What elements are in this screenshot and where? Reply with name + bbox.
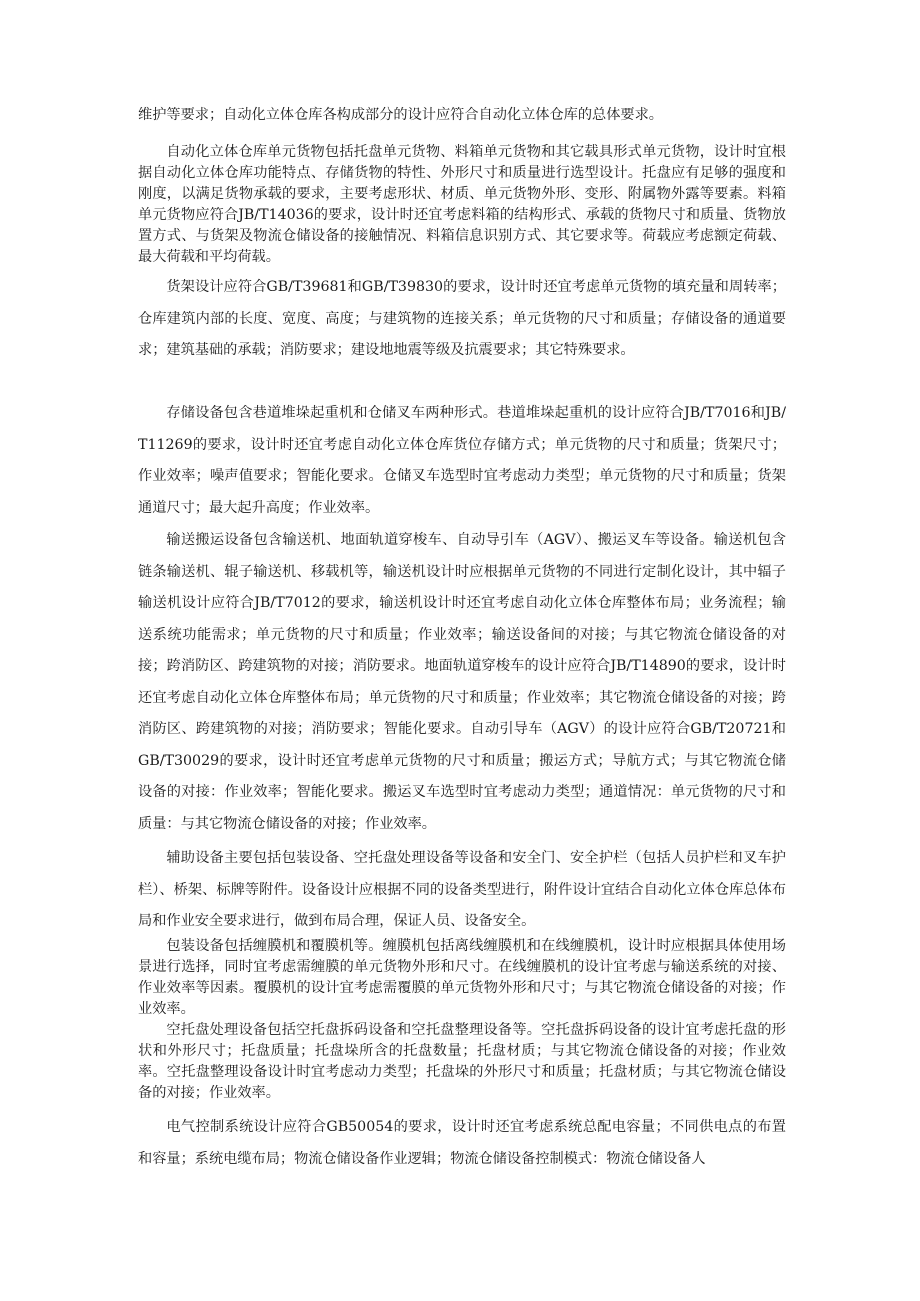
paragraph-conveying-equipment: 输送搬运设备包含输送机、地面轨道穿梭车、自动导引车（AGV）、搬运叉车等设备。输送机包含链条输送机、辊子输送机、移载机等，输送机设计时应根据单元货物的不同进行定制化设计，其中辐子输送机设计应符合JB/T7012的要求，输送机设计时还宜考虑自动化立体仓库整体布局；业务流程；输送系统功能需求；单元货物的尺寸和质量；作业效率；输送设备间的对接；与其它物流仓储设备的对接；跨消防区、跨建筑物的对接；消防要求。地面轨道穿梭车的设计应符合JB/T14890的要求，设计时还宜考虑自动化立体仓库整体布局；单元货物的尺寸和质量；作业效率；其它物流仓储设备的对接；跨消防区、跨建筑物的对接；消防要求；智能化要求。自动引导车（AGV）的设计应符合GB/T20721和GB/T30029的要求，设计时还宜考虑单元货物的尺寸和质量；搬运方式；导航方式；与其它物流仓储设备的对接：作业效率；智能化要求。搬运叉车选型时宜考虑动力类型；通道情况：单元货物的尺寸和质量：与其它物流仓储设备的对接；作业效率。: [138, 532, 786, 832]
paragraph-continuation: 维护等要求；自动化立体仓库各构成部分的设计应符合自动化立体仓库的总体要求。: [138, 107, 663, 123]
paragraph-auxiliary-equipment: 辅助设备主要包括包装设备、空托盘处理设备等设备和安全门、安全护栏（包括人员护栏和叉车护栏）、桥架、标牌等附件。设备设计应根据不同的设备类型进行，附件设计宜结合自动化立体仓库总体布局和作业安全要求进行，做到布局合理，保证人员、设备安全。: [138, 850, 786, 929]
paragraph-unit-goods: 自动化立体仓库单元货物包括托盘单元货物、料箱单元货物和其它载具形式单元货物，设计时宜根据自动化立体仓库功能特点、存储货物的特性、外形尺寸和质量进行选型设计。托盘应有足够的强度和刚度，以满足货物承载的要求，主要考虑形状、材质、单元货物外形、变形、附属物外露等要素。料箱单元货物应符合JB/T14036的要求，设计时还宜考虑料箱的结构形式、承载的货物尺寸和质量、货物放置方式、与货架及物流仓储设备的接触情况、料箱信息识别方式、其它要求等。荷载应考虑额定荷载、最大荷载和平均荷载。: [138, 144, 786, 265]
paragraph-empty-pallet: 空托盘处理设备包括空托盘拆码设备和空托盘整理设备等。空托盘拆码设备的设计宜考虑托盘的形状和外形尺寸；托盘质量；托盘垛所含的托盘数量；托盘材质；与其它物流仓储设备的对接；作业效率。空托盘整理设备设计时宜考虑动力类型；托盘垛的外形尺寸和质量；托盘材质；与其它物流仓储设备的对接；作业效率。: [138, 1022, 786, 1101]
paragraph-rack-design: 货架设计应符合GB/T39681和GB/T39830的要求，设计时还宜考虑单元货物的填充量和周转率；仓库建筑内部的长度、宽度、高度；与建筑物的连接关系；单元货物的尺寸和质量；存储设备的通道要求；建筑基础的承载；消防要求；建设地地震等级及抗震要求；其它特殊要求。: [138, 279, 786, 358]
paragraph-storage-equipment: 存储设备包含巷道堆垛起重机和仓储叉车两种形式。巷道堆垛起重机的设计应符合JB/T7016和JB/T11269的要求，设计时还宜考虑自动化立体仓库货位存储方式；单元货物的尺寸和质量；货架尺寸；作业效率；噪声值要求；智能化要求。仓储叉车选型时宜考虑动力类型；单元货物的尺寸和质量；货架通道尺寸；最大起升高度；作业效率。: [138, 405, 786, 516]
paragraph-packaging-equipment: 包装设备包括缠膜机和覆膜机等。缠膜机包括离线缠膜机和在线缠膜机，设计时应根据具体使用场景进行选择，同时宜考虑需缠膜的单元货物外形和尺寸。在线缠膜机的设计宜考虑与输送系统的对接、作业效率等因素。覆膜机的设计宜考虑需覆膜的单元货物外形和尺寸；与其它物流仓储设备的对接；作业效率。: [138, 938, 786, 1017]
paragraph-electrical-control: 电气控制系统设计应符合GB50054的要求，设计时还宜考虑系统总配电容量；不同供电点的布置和容量；系统电缆布局；物流仓储设备作业逻辑；物流仓储设备控制模式：物流仓储设备人: [138, 1119, 786, 1167]
